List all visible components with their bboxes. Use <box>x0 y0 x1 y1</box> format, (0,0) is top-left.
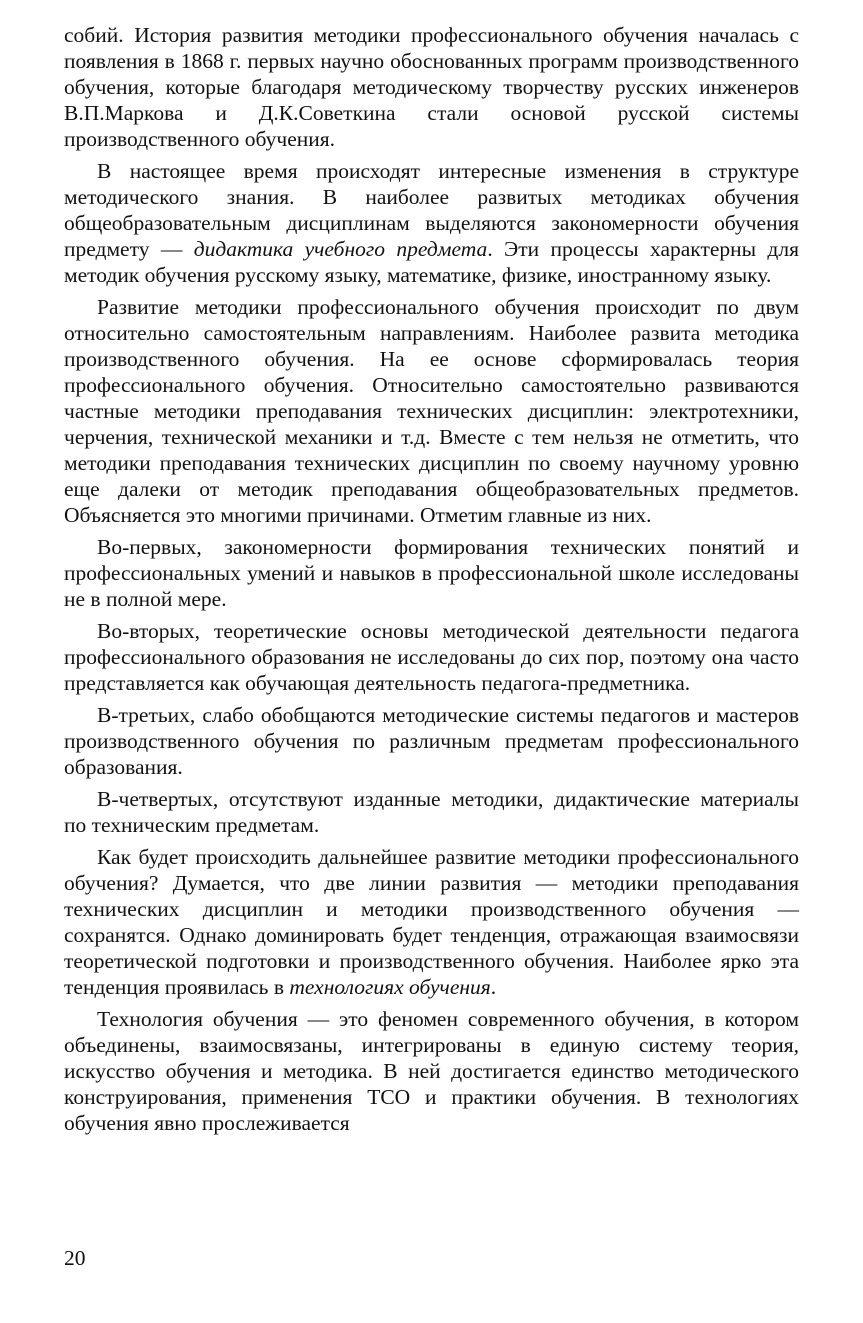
italic-term: технологиях обучения <box>289 975 491 999</box>
paragraph <box>64 294 799 528</box>
paragraph <box>64 702 799 780</box>
paragraph-text: В настоящее время происходят интересные изменения в структуре методического знания. В наиболее развитых методиках обучения общеобразовательным дисциплинам выделяются закономерности обучения предмету — <box>64 159 799 261</box>
paragraph-text: Развитие методики профессионального обучения происходит по двум относительно самостоятельным направлениям. Наиболее развита методика производственного обучения. На ее основе сформировалась теория профессионального обучения. Относительно самостоятельно развиваются частные методики преподавания технических дисциплин: электротехники, черчения, технической механики и т.д. Вместе с тем нельзя не отметить, что методики преподавания технических дисциплин по своему научному уровню еще далеки от методик преподавания общеобразовательных предметов. Объясняется это многими причинами. Отметим главные из них. <box>64 295 799 527</box>
paragraph <box>64 618 799 696</box>
paragraph-text: Во-вторых, теоретические основы методической деятельности педагога профессионального образования не исследованы до сих пор, поэтому она часто представляется как обучающая деятельность педагога-предметника. <box>64 619 799 695</box>
paragraph-text: . <box>490 975 497 999</box>
paragraph-text: . Эти процессы характерны для методик обучения русскому языку, математике, физике, иностранному языку. <box>64 237 799 287</box>
paragraph <box>64 786 799 838</box>
page-body <box>64 22 799 1142</box>
paragraph <box>64 1006 799 1136</box>
italic-term: дидактика учебного предмета <box>193 237 488 261</box>
paragraph-text: Технология обучения — это феномен современного обучения, в котором объединены, взаимосвязаны, интегрированы в единую систему теория, искусство обучения и методика. В ней достигается единство методического конструирования, применения ТСО и практики обучения. В технологиях обучения явно прослеживается <box>64 1007 799 1135</box>
paragraph <box>64 22 799 152</box>
paragraph <box>64 158 799 288</box>
paragraph-text: Как будет происходить дальнейшее развитие методики профессионального обучения? Думается, что две линии развития — методики преподавания технических дисциплин и методики производственного обучения — сохранятся. Однако доминировать будет тенденция, отражающая взаимосвязи теоретической подготовки и производственного обучения. Наиболее ярко эта тенденция проявилась в <box>64 845 799 999</box>
paragraph <box>64 844 799 1000</box>
paragraph-text: собий. История развития методики профессионального обучения началась с появления в 1868 г. первых научно обоснованных программ производственного обучения, которые благодаря методическому творчеству русских инженеров В.П.Маркова и Д.К.Советкина стали основой русской системы производственного обучения. <box>64 23 799 151</box>
paragraph-text: Во-первых, закономерности формирования технических понятий и профессиональных умений и навыков в профессиональной школе исследованы не в полной мере. <box>64 535 799 611</box>
paragraph-text: В-четвертых, отсутствуют изданные методики, дидактические материалы по техническим предметам. <box>64 787 799 837</box>
page-number: 20 <box>64 1246 86 1270</box>
paragraph-text: В-третьих, слабо обобщаются методические системы педагогов и мастеров производственного обучения по различным предметам профессионального образования. <box>64 703 799 779</box>
paragraph <box>64 534 799 612</box>
